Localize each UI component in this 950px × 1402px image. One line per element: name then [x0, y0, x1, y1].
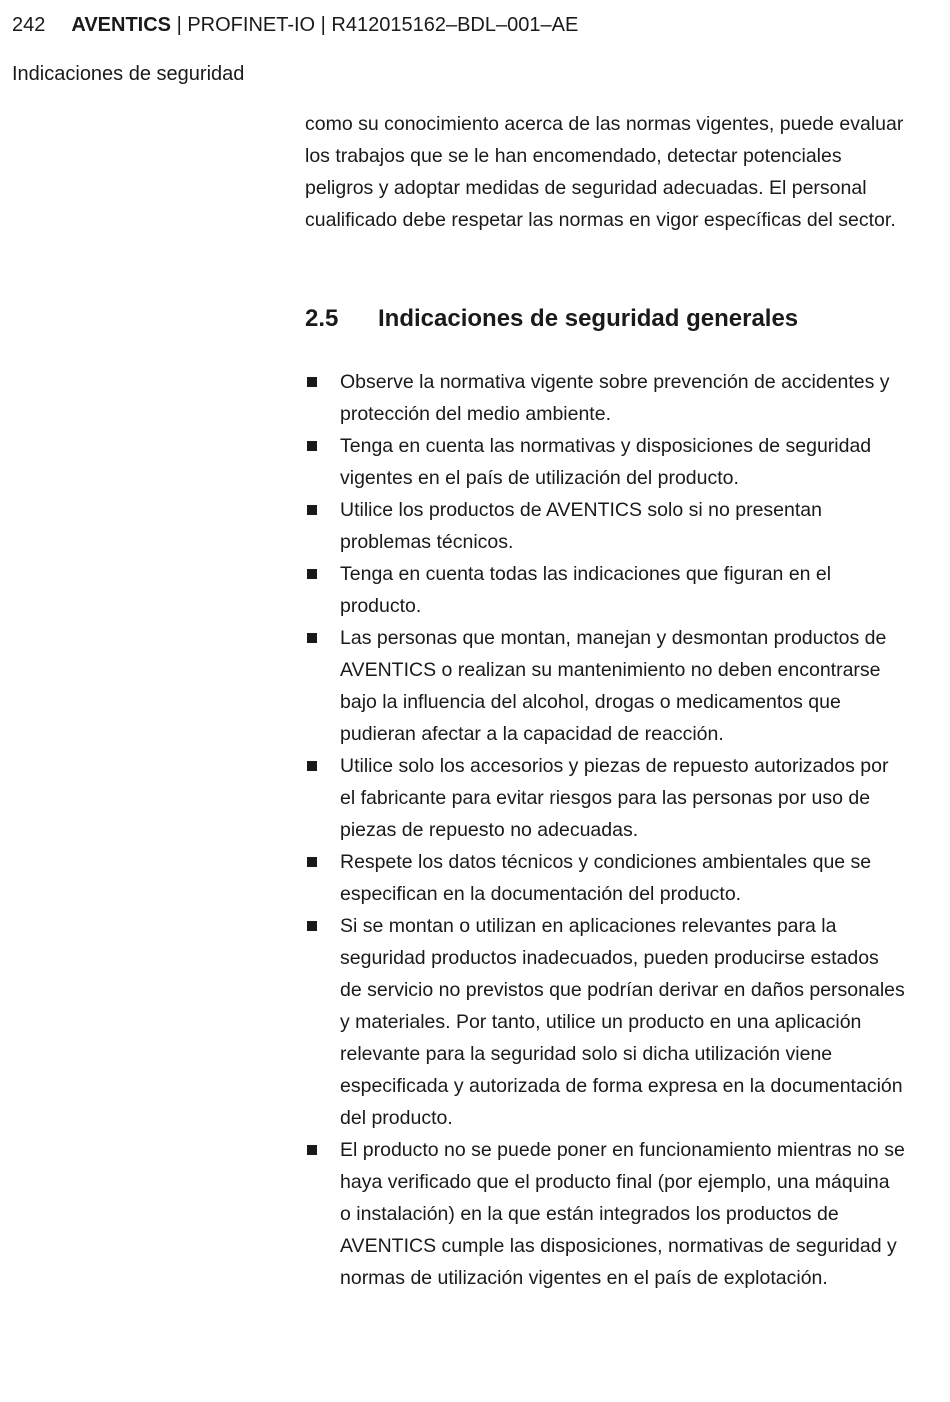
list-item-text: Utilice solo los accesorios y piezas de repuesto autorizados por el fabricante para evitar riesgos para las personas por uso de piezas de repuesto no adecuadas.: [340, 755, 889, 841]
list-item-text: Observe la normativa vigente sobre prevención de accidentes y protección del medio ambiente.: [340, 371, 890, 425]
list-item: [305, 910, 905, 1134]
safety-list: [305, 366, 905, 1294]
list-item-text: Si se montan o utilizan en aplicaciones relevantes para la seguridad productos inadecuados, pueden producirse estados de servicio no previstos que podrían derivar en daños personales y materiales. Por tanto, utilice un producto en una aplicación relevante para la seguridad solo si dicha utilización viene especificada y autorizada de forma expresa en la documentación del producto.: [340, 915, 905, 1129]
page-number: 242: [12, 14, 46, 36]
square-bullet-icon: [307, 441, 317, 451]
list-item-text: Tenga en cuenta las normativas y disposiciones de seguridad vigentes en el país de utilización del producto.: [340, 435, 872, 489]
square-bullet-icon: [307, 505, 317, 515]
square-bullet-icon: [307, 633, 317, 643]
list-item: [305, 622, 905, 750]
square-bullet-icon: [307, 921, 317, 931]
brand-name: AVENTICS: [71, 14, 172, 36]
list-item: [305, 1134, 905, 1294]
square-bullet-icon: [307, 1145, 317, 1155]
list-item: [305, 846, 905, 910]
section-number: 2.5: [305, 305, 339, 332]
list-item-text: Las personas que montan, manejan y desmontan productos de AVENTICS o realizan su mantenimiento no deben encontrarse bajo la influencia del alcohol, drogas o medicamentos que pudieran afectar a la capacidad de reacción.: [340, 627, 887, 745]
list-item: [305, 750, 905, 846]
list-item: [305, 558, 905, 622]
section-title: Indicaciones de seguridad generales: [378, 305, 799, 332]
page-header: [12, 11, 578, 39]
square-bullet-icon: [307, 761, 317, 771]
list-item: [305, 366, 905, 430]
list-item-text: Utilice los productos de AVENTICS solo si no presentan problemas técnicos.: [340, 499, 822, 553]
section-heading: [305, 302, 905, 336]
list-item-text: Respete los datos técnicos y condiciones ambientales que se especifican en la documentación del producto.: [340, 851, 872, 905]
list-item: [305, 430, 905, 494]
square-bullet-icon: [307, 569, 317, 579]
main-content: [305, 108, 905, 1294]
list-item: [305, 494, 905, 558]
running-section-label: Indicaciones de seguridad: [12, 63, 245, 85]
square-bullet-icon: [307, 857, 317, 867]
intro-paragraph: como su conocimiento acerca de las normas vigentes, puede evaluar los trabajos que se le han encomendado, detectar potenciales peligros y adoptar medidas de seguridad adecuadas. El personal cualificado debe respetar las normas en vigor específicas del sector.: [305, 113, 904, 231]
square-bullet-icon: [307, 377, 317, 387]
list-item-text: Tenga en cuenta todas las indicaciones que figuran en el producto.: [340, 563, 832, 617]
document-reference: | PROFINET-IO | R412015162–BDL–001–AE: [171, 14, 579, 36]
list-item-text: El producto no se puede poner en funcionamiento mientras no se haya verificado que el producto final (por ejemplo, una máquina o instalación) en la que están integrados los productos de AVENTICS cumple las disposiciones, normativas de seguridad y normas de utilización vigentes en el país de explotación.: [340, 1139, 905, 1289]
